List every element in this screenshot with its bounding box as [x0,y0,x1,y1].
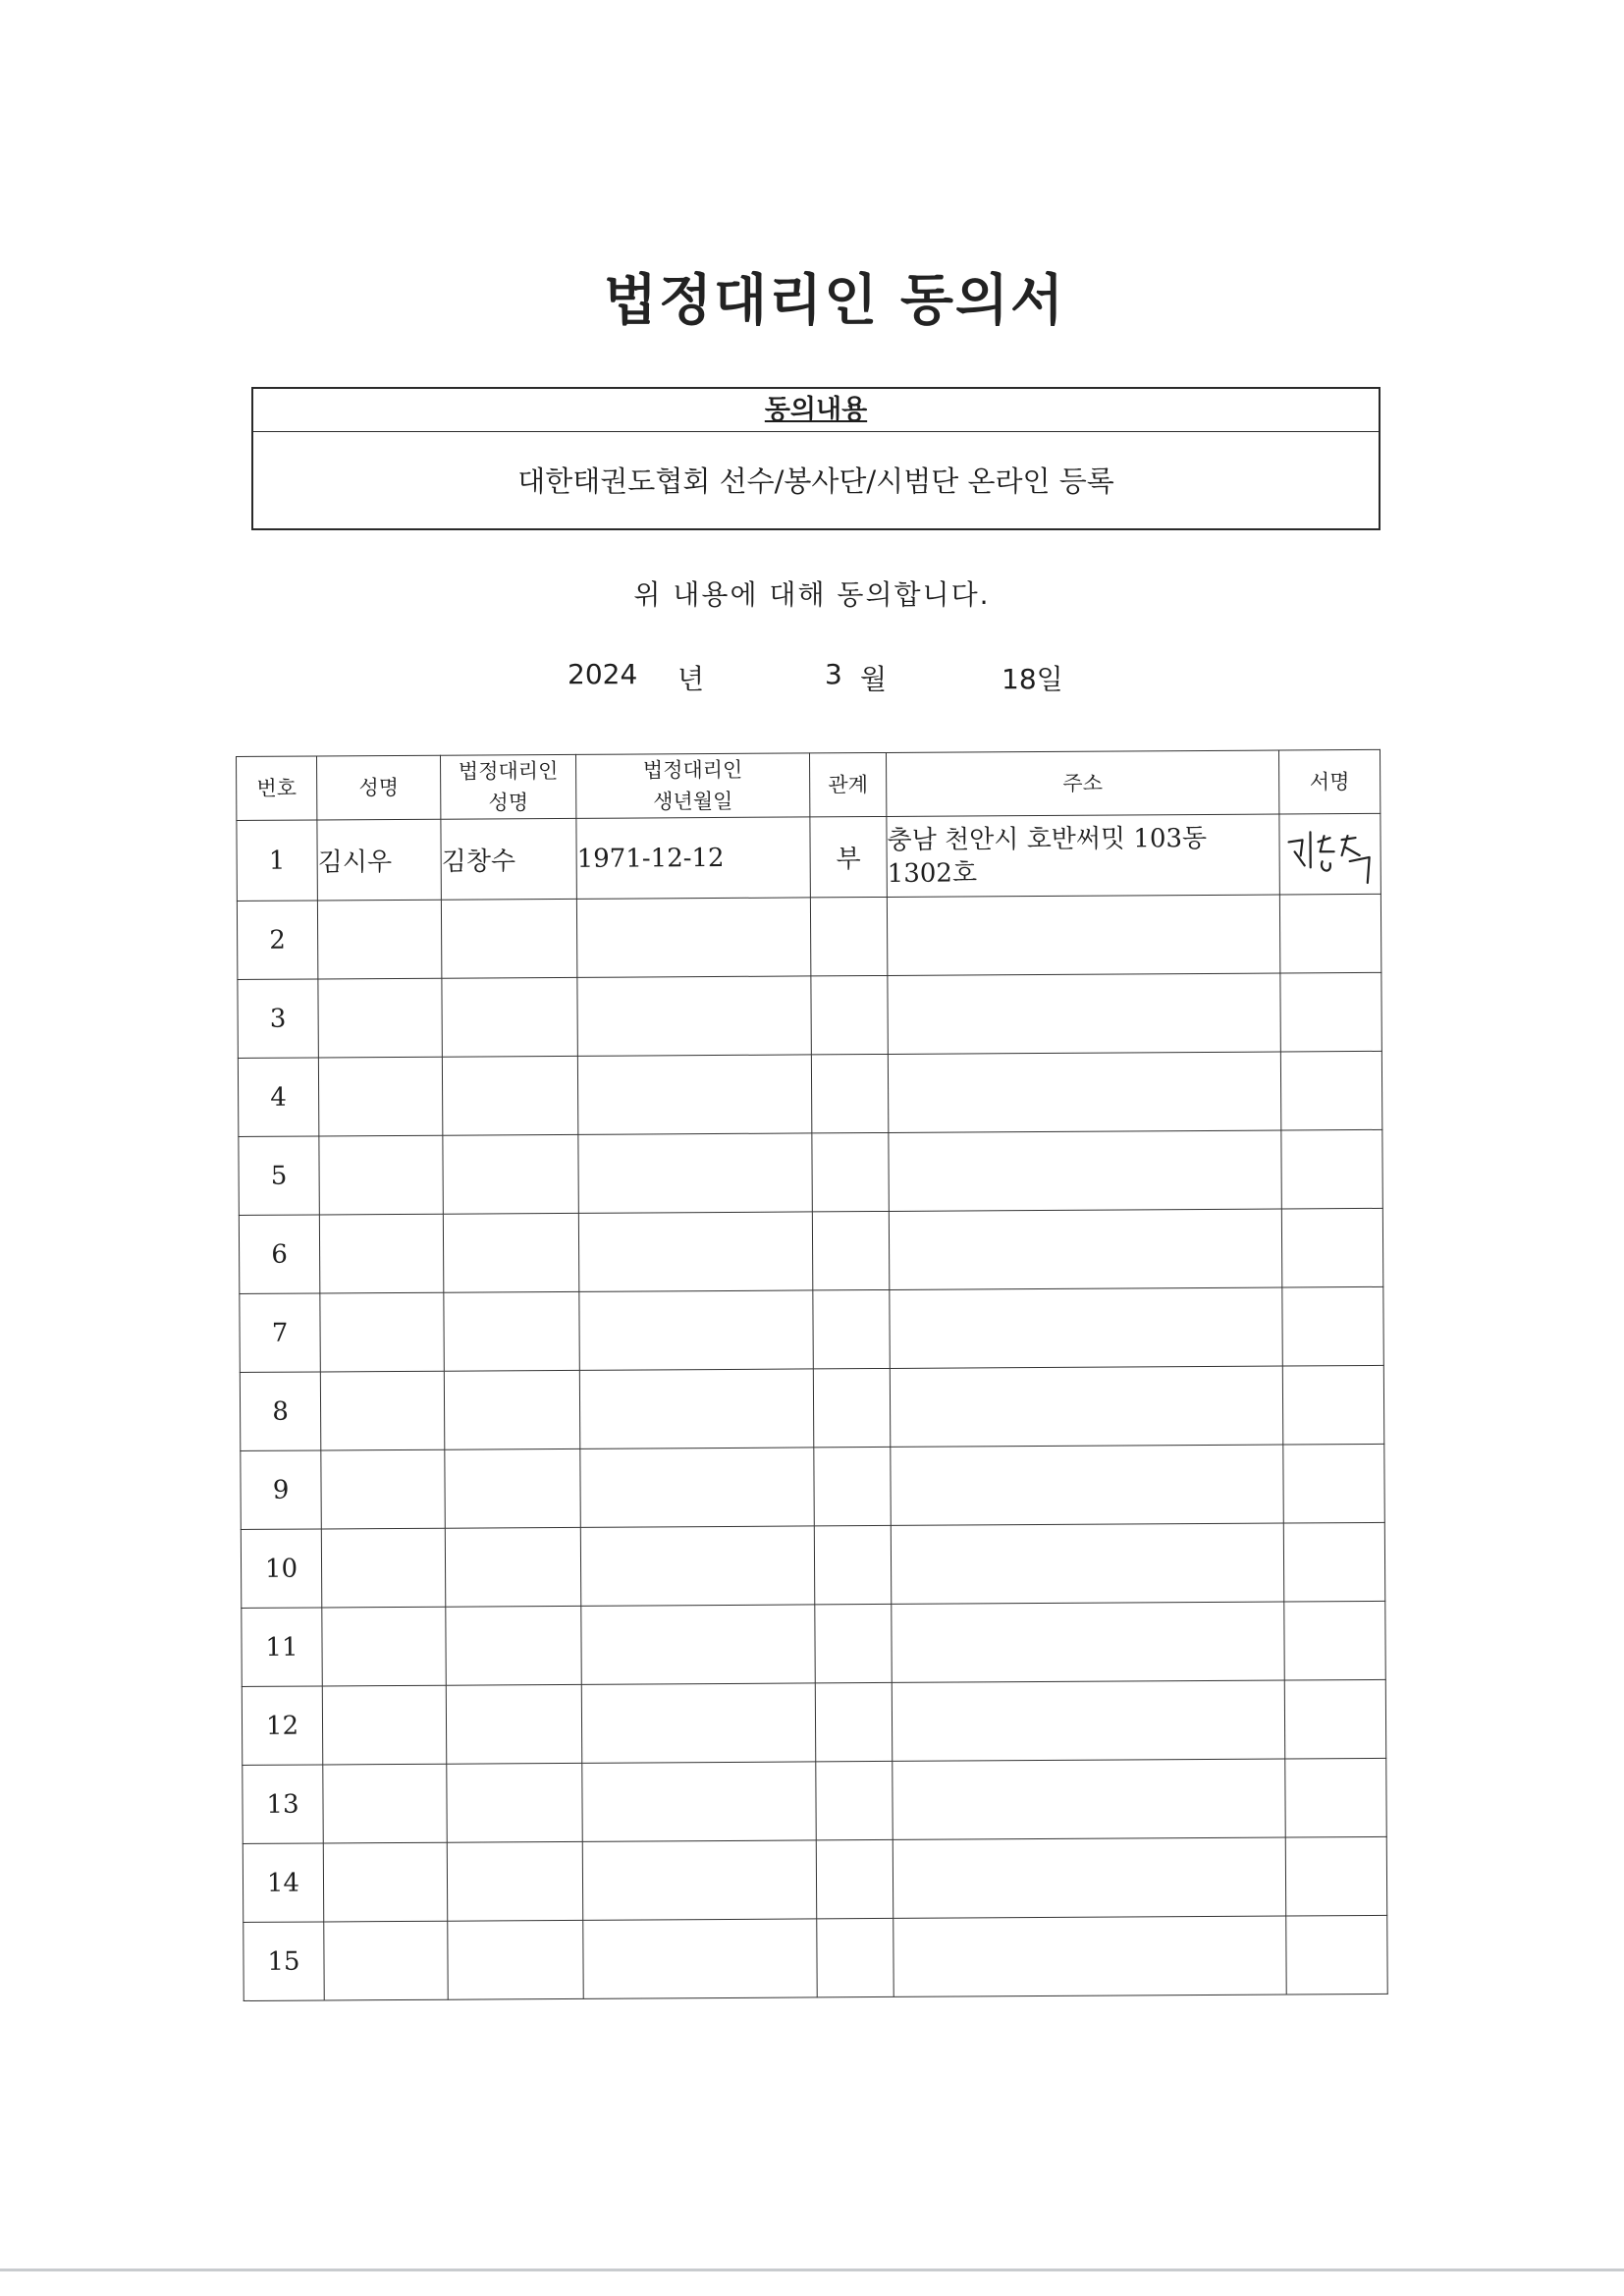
date-month-label: 월 [860,663,888,695]
date-year: 2024 [568,658,638,690]
row-name [321,1449,445,1529]
header-address: 주소 [886,750,1278,816]
header-relation: 관계 [809,752,886,816]
row-guardian-name [443,1134,578,1214]
table-row [238,972,1381,1058]
row-guardian-birth [581,1683,815,1763]
row-number: 5 [239,1136,319,1215]
row-signature [1281,1129,1382,1209]
row-relation [815,1682,892,1761]
row-relation [813,1368,890,1447]
row-guardian-name [444,1370,579,1449]
table-row [243,1836,1386,1922]
row-signature [1282,1365,1383,1445]
row-signature [1283,1522,1384,1602]
row-number: 1 [237,820,317,901]
row-address [890,1366,1282,1447]
row-name [323,1764,447,1843]
row-number: 10 [241,1529,321,1608]
row-relation [816,1839,893,1918]
row-guardian-birth [583,1919,817,1998]
row-guardian-birth [581,1605,815,1684]
row-guardian-name [441,899,576,978]
row-relation [815,1604,892,1682]
row-name [319,1214,443,1293]
row-relation [814,1525,891,1604]
row-guardian-birth [579,1290,813,1370]
table-header-row [237,749,1380,820]
row-name [317,900,441,979]
table-row [237,894,1380,979]
row-address [893,1759,1285,1839]
header-signature: 서명 [1278,749,1380,814]
row-address [889,1209,1281,1289]
date-year-label: 년 [677,663,705,695]
row-relation [817,1918,893,1996]
row-address [891,1523,1283,1604]
table-row [240,1365,1383,1450]
row-number: 7 [240,1293,320,1372]
row-name [321,1528,445,1608]
row-address [889,1130,1281,1211]
row-relation [812,1211,889,1289]
row-name [323,1842,447,1922]
row-guardian-birth [578,1212,812,1291]
row-signature [1280,972,1381,1052]
row-guardian-birth [577,976,811,1056]
table-row [244,1915,1387,2000]
table-row [242,1679,1385,1765]
row-guardian-name [447,1841,582,1921]
consent-box [251,387,1380,530]
row-signature [1284,1679,1385,1759]
row-relation [811,975,888,1054]
row-name [318,1057,442,1136]
date-month: 3 [825,658,842,690]
header-guardian-name [440,754,575,819]
document-title: 법정대리인 동의서 [603,268,1066,333]
row-number: 6 [239,1215,319,1293]
row-signature [1285,1758,1386,1837]
row-name [320,1292,444,1372]
row-relation: 부 [810,816,887,897]
scan-edge [0,2269,1624,2271]
row-guardian-name [448,1920,583,1999]
row-address [891,1445,1283,1525]
row-relation [814,1447,891,1525]
table-row [237,813,1380,901]
row-guardian-birth [579,1369,813,1449]
row-number: 14 [243,1843,323,1922]
row-relation [811,1054,888,1132]
row-number: 3 [238,979,318,1058]
row-number: 9 [241,1450,321,1529]
row-relation [813,1289,890,1368]
table-row [242,1601,1385,1686]
row-signature [1283,1444,1384,1523]
row-address [888,973,1280,1054]
row-guardian-birth [578,1133,812,1213]
row-address [887,895,1279,975]
header-guardian-birth [575,753,809,818]
table-row [239,1208,1382,1293]
row-guardian-birth: 1971-12-12 [576,817,810,899]
row-guardian-name [442,977,577,1057]
row-guardian-name [447,1763,582,1842]
row-guardian-birth [580,1448,814,1527]
guardian-table [236,749,1387,1995]
row-guardian-birth [576,898,810,977]
row-signature [1282,1286,1383,1366]
table-row [238,1051,1381,1136]
row-address: 충남 천안시 호반써밋 103동 1302호 [887,814,1279,897]
row-guardian-birth [580,1526,814,1606]
row-guardian-name: 김창수 [441,818,576,900]
row-number: 11 [242,1608,322,1686]
row-name [324,1921,448,2000]
row-address [890,1287,1282,1368]
row-relation [812,1132,889,1211]
table-row [239,1129,1382,1215]
consent-header: 동의내용 [253,398,1379,432]
row-guardian-name [445,1449,580,1528]
row-name [322,1685,446,1765]
row-number: 12 [242,1686,322,1765]
row-signature [1285,1836,1386,1916]
header-number: 번호 [237,756,317,820]
row-guardian-name [444,1291,579,1371]
table-row [241,1522,1384,1608]
row-address [888,1052,1280,1132]
row-name: 김시우 [317,819,441,901]
row-signature [1279,894,1380,973]
row-number: 4 [238,1058,318,1136]
row-guardian-name [445,1527,580,1607]
row-name [318,978,442,1058]
row-signature [1279,813,1380,895]
handwritten-signature [1280,821,1379,887]
row-name [320,1371,444,1450]
table-row [241,1444,1384,1529]
table-row [243,1758,1386,1843]
consent-body: 대한태권도협회 선수/봉사단/시범단 온라인 등록 [517,465,1114,498]
row-relation [810,897,887,975]
row-guardian-birth [582,1762,816,1841]
date-day: 18일 [1001,663,1063,695]
row-address [893,1837,1285,1918]
row-signature [1284,1601,1385,1680]
row-number: 8 [240,1372,320,1450]
agreement-statement: 위 내용에 대해 동의합니다. [633,578,991,611]
row-relation [816,1761,893,1839]
row-guardian-birth [582,1840,816,1920]
row-number: 15 [244,1922,324,2000]
row-guardian-name [442,1056,577,1135]
row-number: 2 [237,901,317,979]
header-guardian-birth-text: 법정대리인 생년월일 [642,757,743,814]
header-guardian-name-text: 법정대리인 성명 [458,758,559,815]
row-guardian-name [443,1213,578,1292]
row-guardian-birth [577,1055,811,1134]
table-row [240,1286,1383,1372]
row-signature [1286,1915,1387,1995]
row-address [892,1680,1284,1761]
row-name [322,1607,446,1686]
row-number: 13 [243,1765,323,1843]
row-guardian-name [446,1684,581,1764]
header-name: 성명 [317,755,441,820]
row-address [892,1602,1284,1682]
row-signature [1281,1208,1382,1287]
row-guardian-name [446,1606,581,1685]
row-signature [1280,1051,1381,1130]
row-name [319,1135,443,1215]
row-address [893,1916,1286,1996]
